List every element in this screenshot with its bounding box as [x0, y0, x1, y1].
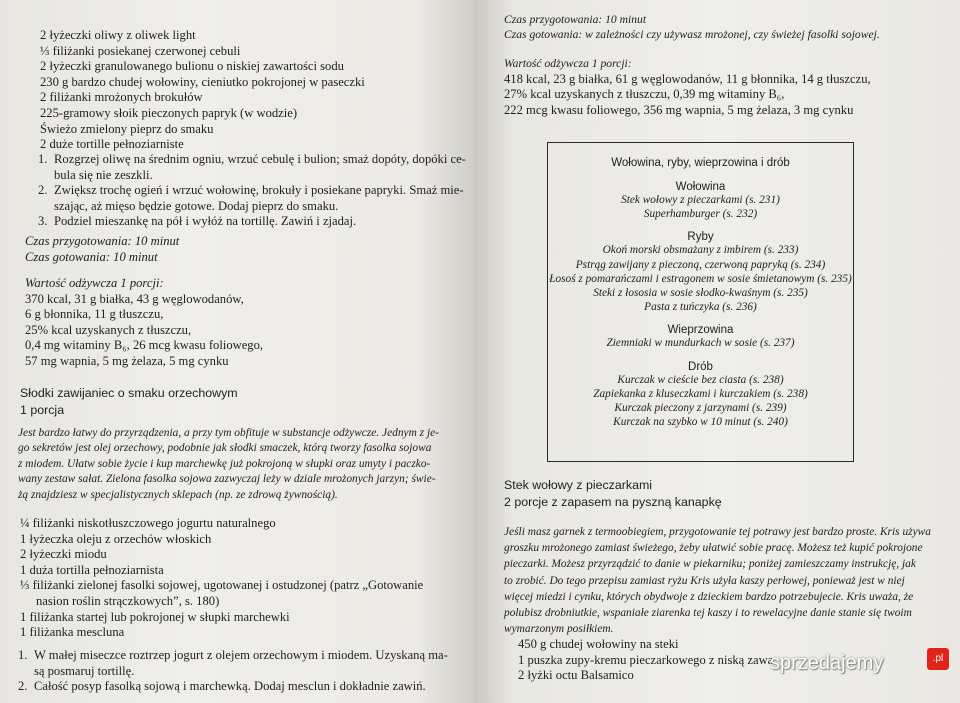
- step-item: [38, 183, 466, 199]
- nutrition-block: [504, 56, 871, 118]
- ingredient-item: 2 łyżeczki miodu: [20, 547, 107, 562]
- step-item: [18, 648, 448, 664]
- step-text: są posmaruj tortillę.: [34, 663, 135, 678]
- ingredient-item: 2 łyżeczki granulowanego bulionu o niskiej zawartości sodu: [40, 59, 344, 74]
- step-text: Podziel mieszankę na pół i wyłóż na tortillę. Zawiń i zjadaj.: [54, 214, 357, 229]
- cook-time: Czas gotowania: w zależności czy używasz mrożonej, czy świeżej fasolki sojowej.: [504, 28, 880, 41]
- ingredient-item: ¼ filiżanki niskotłuszczowego jogurtu naturalnego: [20, 516, 276, 530]
- prep-times: [504, 12, 880, 42]
- ingredient-item: Świeżo zmielony pieprz do smaku: [40, 121, 214, 136]
- box-category: Wołowina: [675, 181, 726, 193]
- ingredient-item: 1 puszka zupy-kremu pieczarkowego z niską zawa: [518, 652, 774, 667]
- nutrition-label: Wartość odżywcza 1 porcji:: [25, 276, 164, 290]
- watermark-badge: .pl: [927, 648, 949, 670]
- ingredient-item: 1 filiżanka mescluna: [20, 625, 125, 640]
- recipe-title: Słodki zawijaniec o smaku orzechowym: [20, 386, 238, 400]
- recipe-intro: [504, 524, 931, 637]
- box-entry: Steki z łososia w sosie słodko-kwaśnym (s. 235): [593, 287, 808, 300]
- ingredient-item: 1 filiżanka startej lub pokrojonej w słupki marchewki: [20, 609, 290, 624]
- watermark-text: sprzedajemy: [770, 652, 884, 674]
- intro-line: wymarzonym posiłkiem.: [504, 623, 614, 636]
- ingredient-list: [518, 637, 773, 684]
- box-entry: Kurczak na szybko w 10 minut (s. 240): [613, 416, 788, 429]
- intro-line: z miodem. Ułatw sobie życie i kup marchewkę już pokrojoną w słupki oraz umyty i paczko-: [18, 457, 431, 470]
- step-item: [38, 152, 466, 168]
- ingredient-item: 2 łyżeczki oliwy z oliwek light: [40, 28, 196, 42]
- recipe-heading: [20, 385, 238, 419]
- ingredient-list-top: [40, 28, 365, 153]
- recipe-portion: 2 porcje z zapasem na pyszną kanapkę: [504, 495, 722, 509]
- ingredient-list-bottom: [20, 516, 423, 641]
- nutrition-line: 6 g błonnika, 11 g tłuszczu,: [25, 307, 164, 322]
- box-entry: Stek wołowy z pieczarkami (s. 231): [621, 194, 780, 206]
- step-text: Zwiększ trochę ogień i wrzuć wołowinę, brokuły i posiekane papryki. Smaż mie-: [54, 183, 464, 198]
- box-entry: Superhamburger (s. 232): [643, 208, 758, 221]
- box-entry: Zapiekanka z kluseczkami i kurczakiem (s. 238): [593, 387, 808, 400]
- nutrition-line: 27% kcal uzyskanych z tłuszczu, 0,39 mg witaminy B₆,: [504, 87, 785, 102]
- intro-line: Jest bardzo łatwy do przyrządzenia, a przy tym obfituje w substancje odżywcze. Jednym z je-: [18, 427, 439, 439]
- step-text: Całość posyp fasolką sojową i marchewką. Dodaj mesclun i dokładnie zawiń.: [34, 679, 426, 694]
- ingredient-item: 2 łyżki octu Balsamico: [518, 668, 634, 683]
- step-number: 1.: [18, 648, 28, 662]
- recipe-index-box: [547, 142, 854, 462]
- steps-bottom: [18, 648, 448, 695]
- step-text: bula się nie zeszkli.: [54, 167, 153, 182]
- recipe-title: Stek wołowy z pieczarkami: [504, 478, 653, 492]
- step-item: [18, 679, 448, 695]
- box-entry: Pstrąg zawijany z pieczoną, czerwoną papryką (s. 234): [575, 258, 826, 271]
- ingredient-item: 2 duże tortille pełnoziarniste: [40, 137, 184, 152]
- ingredient-item: ⅓ filiżanki zielonej fasolki sojowej, ugotowanej i ostudzonej (patrz „Gotowanie: [20, 578, 424, 593]
- ingredient-item: 1 łyżeczka oleju z orzechów włoskich: [20, 531, 212, 546]
- nutrition-line: 418 kcal, 23 g białka, 61 g węglowodanów, 11 g błonnika, 14 g tłuszczu,: [504, 71, 871, 86]
- box-category: Drób: [688, 360, 713, 373]
- nutrition-line: 57 mg wapnia, 5 mg żelaza, 5 mg cynku: [25, 353, 229, 368]
- intro-line: pieczarki. Możesz przyrządzić to danie w piekarniku; poniżej zamieszczamy instrukcję, jak: [504, 558, 916, 571]
- step-text: szając, aż mięso będzie gotowe. Dodaj pieprz do smaku.: [54, 198, 339, 213]
- step-number: 3.: [38, 214, 48, 229]
- steps-top: [38, 152, 466, 230]
- ingredient-item: 225-gramowy słoik pieczonych papryk (w wodzie): [40, 105, 298, 120]
- box-entry: Okoń morski obsmażany z imbirem (s. 233): [602, 244, 799, 257]
- recipe-intro: [18, 426, 439, 503]
- nutrition-line: 25% kcal uzyskanych z tłuszczu,: [25, 322, 192, 337]
- step-number: 2.: [38, 183, 48, 198]
- box-title: Wołowina, ryby, wieprzowina i drób: [611, 157, 790, 169]
- box-category: Ryby: [687, 231, 714, 244]
- prep-time: Czas przygotowania: 10 minut: [504, 13, 647, 26]
- intro-line: polubisz drobniutkie, wspaniałe ziarenka tej kaszy i to rewelacyjne danie stanie się twoim: [504, 607, 912, 620]
- nutrition-line: 370 kcal, 31 g białka, 43 g węglowodanów,: [25, 291, 244, 306]
- ingredient-item: 1 duża tortilla pełnoziarnista: [20, 562, 164, 577]
- intro-line: groszku mrożonego zamiast świeżego, żeby ułatwić sobie pracę. Możesz też kupić pokrojone: [504, 542, 923, 555]
- box-entry: Kurczak w cieście bez ciasta (s. 238): [617, 373, 784, 386]
- nutrition-block: [25, 276, 263, 370]
- box-entry: Kurczak pieczony z jarzynami (s. 239): [614, 402, 787, 415]
- intro-line: żą znajdziesz w specjalistycznych sklepach (np. ze zdrową żywnością).: [18, 488, 338, 501]
- ingredient-item: ⅓ filiżanki posiekanej czerwonej cebuli: [40, 43, 241, 58]
- prep-times: [25, 234, 179, 265]
- intro-line: więcej miedzi i cynku, których obydwoje z dzieckiem bardzo potrzebujecie. Kris uważa, że: [504, 590, 914, 603]
- step-text: W małej miseczce roztrzep jogurt z olejem orzechowym i miodem. Uzyskaną ma-: [34, 648, 448, 662]
- left-page: [0, 0, 474, 703]
- step-text: Rozgrzej oliwę na średnim ogniu, wrzuć cebulę i bulion; smaż dopóty, dopóki ce-: [54, 152, 466, 166]
- box-entry: Ziemniaki w mundurkach w sosie (s. 237): [606, 337, 795, 350]
- intro-line: wany zestaw sałat. Zielona fasolka sojowa zazwyczaj leży w dziale mrożonych jarzyn; świe-: [18, 473, 436, 486]
- recipe-heading: [504, 477, 722, 511]
- intro-line: to zrobić. Do tego przepisu zamiast ryżu Kris użyła kaszy perłowej, ponieważ jest w niej: [504, 574, 905, 587]
- ingredient-item: 230 g bardzo chudej wołowiny, cieniutko pokrojonej w paseczki: [40, 74, 365, 89]
- step-number: 2.: [18, 679, 28, 694]
- nutrition-label: Wartość odżywcza 1 porcji:: [504, 57, 632, 70]
- prep-time: Czas przygotowania: 10 minut: [25, 234, 180, 248]
- box-category: Wieprzowina: [667, 324, 734, 337]
- intro-line: go sekretów jest olej orzechowy, podobnie jak słodki smaczek, którą tworzy fasolka sojowa: [18, 442, 432, 455]
- step-item: [38, 214, 466, 230]
- ingredient-item: 450 g chudej wołowiny na steki: [518, 637, 679, 651]
- intro-line: Jeśli masz garnek z termoobiegiem, przygotowanie tej potrawy jest bardzo proste. Kris używa: [504, 526, 931, 538]
- step-number: 1.: [38, 152, 48, 166]
- cook-time: Czas gotowania: 10 minut: [25, 249, 158, 264]
- box-entry: Łosoś z pomarańczami i estragonem w sosie śmietanowym (s. 235): [549, 272, 852, 285]
- ingredient-item: 2 filiżanki mrożonych brokułów: [40, 90, 203, 105]
- box-entry: Pasta z tuńczyka (s. 236): [644, 301, 757, 314]
- nutrition-line: 0,4 mg witaminy B₆, 26 mcg kwasu foliowego,: [25, 338, 264, 353]
- ingredient-item: nasion roślin strączkowych”, s. 180): [36, 593, 220, 608]
- right-page: [474, 0, 960, 703]
- recipe-portion: 1 porcja: [20, 403, 65, 417]
- nutrition-line: 222 mcg kwasu foliowego, 356 mg wapnia, 5 mg żelaza, 3 mg cynku: [504, 102, 854, 117]
